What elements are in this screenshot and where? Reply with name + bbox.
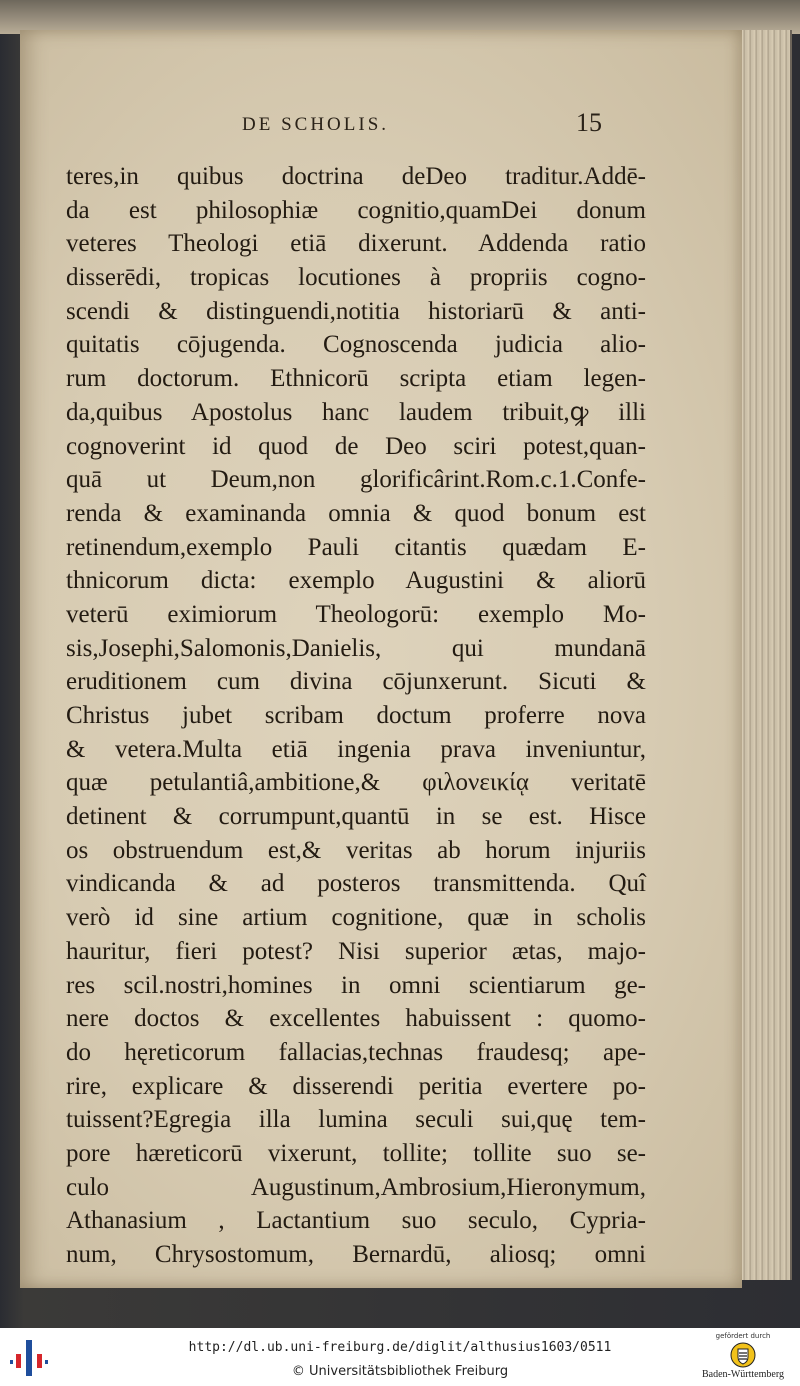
text-line: vindicanda & ad posteros transmittenda. Quî [66,870,646,898]
text-line: num, Chrysostomum, Bernardū, aliosq; omni [66,1241,646,1268]
text-line: & vetera.Multa etiā ingenia prava inveniuntur, [66,735,646,763]
text-line: quitatis cōjugenda. Cognoscenda judicia alio- [66,331,646,359]
text-line: do hęreticorum fallacias,technas fraudesq; ape- [66,1038,646,1066]
text-line: culo Augustinum,Ambrosium,Hieronymum, [66,1173,646,1201]
text-line: tuissent?Egregia illa lumina seculi sui,quę tem- [66,1106,646,1134]
running-head [20,108,742,148]
text-line: sis,Josephi,Salomonis,Danielis, qui mundanā [66,634,646,662]
book-page [20,30,742,1288]
running-head-title: DE SCHOLIS. [242,114,390,135]
text-line: teres,in quibus doctrina deDeo traditur.Addē- [66,163,646,190]
text-line: quā ut Deum,non glorificârint.Rom.c.1.Confe- [66,466,646,494]
text-line: Christus jubet scribam doctum proferre nova [66,702,646,729]
text-line: cognoverint id quod de Deo sciri potest,quan- [66,432,646,460]
text-line: rum doctorum. Ethnicorū scripta etiam legen- [66,365,646,393]
text-line: veterū eximiorum Theologorū: exemplo Mo- [66,600,646,628]
text-line: detinent & corrumpunt,quantū in se est. Hisce [66,803,646,831]
text-line: eruditionem cum divina cōjunxerunt. Sicuti & [66,668,646,696]
copyright-notice: © Universitätsbibliothek Freiburg [291,1364,509,1379]
text-line: retinendum,exemplo Pauli citantis quædam E- [66,533,646,561]
text-line: os obstruendum est,& veritas ab horum injuriis [66,836,646,864]
text-line: da,quibus Apostolus hanc laudem tribuit,ꝙ illi [66,398,646,426]
sponsor-name: Baden-Württemberg [701,1369,784,1380]
text-line: rire, explicare & disserendi peritia evertere po- [66,1072,646,1100]
text-line: hauritur, fieri potest? Nisi superior ætas, majo- [66,937,646,965]
text-line: scendi & distinguendi,notitia historiarū & anti- [66,297,646,325]
text-line: da est philosophiæ cognitio,quamDei donum [66,196,646,224]
sponsor-badge[interactable] [690,1330,796,1384]
permalink[interactable]: http://dl.ub.uni-freiburg.de/diglit/althusius1603/0511 [188,1340,612,1355]
text-line: res scil.nostri,homines in omni scientiarum ge- [66,971,646,999]
text-line: quæ petulantiâ,ambitione,& φιλονεικίᾳ veritatē [66,769,646,797]
page-number: 15 [576,108,602,137]
text-block [66,160,646,1272]
text-line: pore hæreticorū vixerunt, tollite; tollite suo se- [66,1139,646,1167]
text-line: thnicorum dicta: exemplo Augustini & aliorū [66,567,646,595]
text-line: veteres Theologi etiā dixerunt. Addenda ratio [66,230,646,258]
text-line: nere doctos & excellentes habuissent : quomo- [66,1005,646,1033]
sponsor-caption: gefördert durch [715,1332,771,1340]
text-line: renda & examinanda omnia & quod bonum est [66,499,646,527]
book-top-edge [0,0,800,34]
text-line: Athanasium , Lactantium suo seculo, Cypria- [66,1207,646,1235]
text-line: verò id sine artium cognitione, quæ in scholis [66,904,646,932]
crest-icon [730,1342,756,1368]
footer [0,1328,800,1386]
text-line: disserēdi, tropicas locutiones à propriis cogno- [66,264,646,292]
